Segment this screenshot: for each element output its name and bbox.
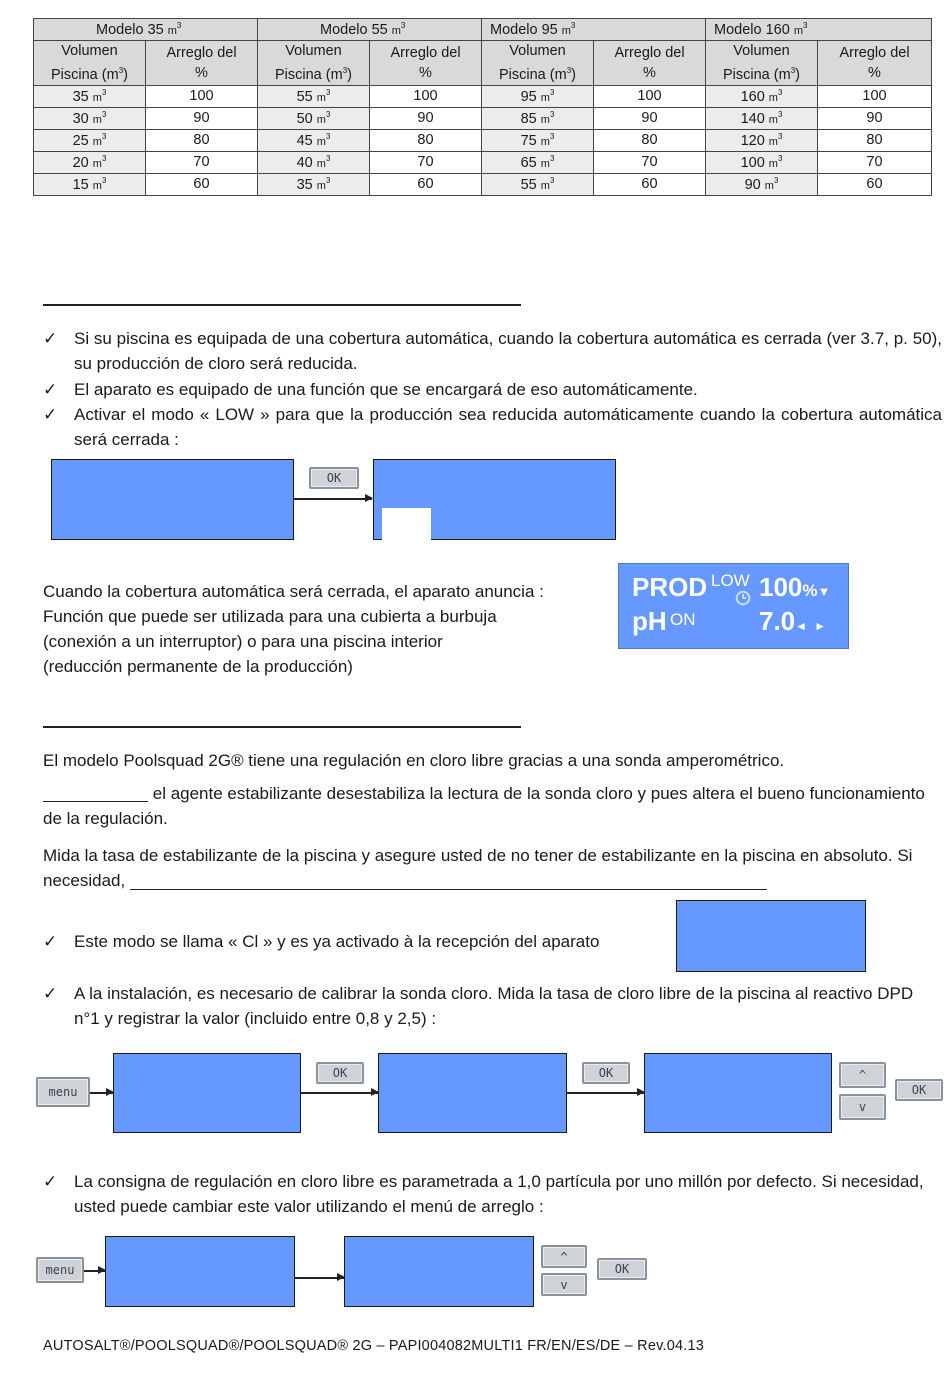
lcd-display — [618, 563, 849, 649]
cursor-block — [382, 508, 431, 540]
model-header: Modelo 95 $m^3$ — [482, 19, 706, 41]
arrow-right-icon: ► — [814, 619, 827, 633]
cell-volume: 100 $m^3$ — [706, 151, 818, 173]
cell-volume: 15 $m^3$ — [34, 173, 146, 195]
cell-volume: 140 $m^3$ — [706, 107, 818, 129]
cell-percent: 70 — [146, 151, 258, 173]
blank-line — [130, 871, 767, 890]
arrow-left-icon: ◄ — [795, 619, 808, 633]
cell-percent: 100 — [594, 85, 706, 107]
column-header-volume: Volumen Piscina $(m^3)$ — [34, 41, 146, 86]
cell-volume: 95 $m^3$ — [482, 85, 594, 107]
cell-percent: 70 — [818, 151, 932, 173]
cell-volume: 45 $m^3$ — [258, 129, 370, 151]
down-key[interactable]: v — [541, 1273, 587, 1296]
cell-percent: 80 — [594, 129, 706, 151]
cell-percent: 60 — [146, 173, 258, 195]
lcd-ph-value: 7.0◄ ► — [759, 606, 827, 636]
bullet-cl-mode: ✓ Este modo se llama « Cl » y es ya activado à la recepción del aparato — [43, 929, 683, 954]
section-title-placeholder-line — [43, 304, 521, 306]
cell-volume: 30 $m^3$ — [34, 107, 146, 129]
check-icon: ✓ — [43, 405, 58, 424]
down-key[interactable]: v — [839, 1094, 886, 1120]
cell-percent: 60 — [594, 173, 706, 195]
arrow-down-icon: ▼ — [817, 584, 831, 599]
table-row — [34, 173, 932, 195]
ok-key[interactable]: OK — [316, 1062, 364, 1084]
stabilizer-warning: el agente estabilizante desestabiliza la lectura de la sonda cloro y pues altera el bueno funcionamiento de la regulación. — [43, 784, 925, 828]
table-row — [34, 85, 932, 107]
cell-volume: 50 $m^3$ — [258, 107, 370, 129]
table-row — [34, 151, 932, 173]
cell-volume: 90 $m^3$ — [706, 173, 818, 195]
cell-percent: 60 — [370, 173, 482, 195]
ok-key[interactable]: OK — [895, 1079, 943, 1101]
ok-key[interactable]: OK — [309, 467, 359, 489]
check-icon: ✓ — [43, 984, 58, 1003]
model-header: Modelo 35 $m^3$ — [34, 19, 258, 41]
display-screen — [676, 900, 866, 972]
arrow-right-icon — [294, 498, 372, 500]
blank-line — [43, 783, 148, 802]
model-volume-table — [33, 18, 932, 196]
lcd-ph-label: pH — [632, 606, 667, 636]
bullet-activate-low: ✓ Activar el modo « LOW » para que la producción sea reducida automáticamente cuando la cobertura automática será cerrada : — [43, 402, 942, 452]
lcd-prod-value: 100%▼ — [759, 572, 831, 602]
column-header-volume: Volumen Piscina $(m^3)$ — [258, 41, 370, 86]
bullet-calibrate: ✓ A la instalación, es necesario de calibrar la sonda cloro. Mida la tasa de cloro libre de la piscina al reactivo DPD n°1 y registrar la valor (incluido entre 0,8 y 2,5) : — [43, 981, 942, 1031]
cell-volume: 85 $m^3$ — [482, 107, 594, 129]
display-screen — [378, 1053, 567, 1133]
cell-percent: 90 — [370, 107, 482, 129]
display-screen — [373, 459, 616, 540]
chlorine-intro: El modelo Poolsquad 2G® tiene una regulación en cloro libre gracias a una sonda amperométrico. — [43, 751, 785, 770]
display-screen — [105, 1236, 295, 1307]
table-column-header-row — [34, 41, 932, 86]
check-icon: ✓ — [43, 1172, 58, 1191]
arrow-right-icon — [567, 1092, 644, 1094]
cell-percent: 80 — [818, 129, 932, 151]
check-icon: ✓ — [43, 329, 58, 348]
cell-percent: 70 — [370, 151, 482, 173]
ok-key[interactable]: OK — [582, 1062, 630, 1084]
cell-percent: 100 — [370, 85, 482, 107]
cell-percent: 70 — [594, 151, 706, 173]
bullet-automatic-cover: ✓ Si su piscina es equipada de una cobertura automática, cuando la cobertura automática es cerrada (ver 3.7, p. 50), su producción de cloro será reducida. — [43, 326, 942, 376]
column-header-percent: Arreglo del % — [818, 41, 932, 86]
model-header: Modelo 160 $m^3$ — [706, 19, 932, 41]
arrow-right-icon — [301, 1092, 378, 1094]
display-screen — [644, 1053, 832, 1133]
cell-percent: 80 — [370, 129, 482, 151]
table-model-header-row — [34, 19, 932, 41]
cell-volume: 65 $m^3$ — [482, 151, 594, 173]
arrow-right-icon — [295, 1277, 344, 1279]
menu-key[interactable]: menu — [36, 1257, 84, 1283]
table-row — [34, 107, 932, 129]
table-row — [34, 129, 932, 151]
cell-volume: 55 $m^3$ — [482, 173, 594, 195]
display-screen — [51, 459, 294, 540]
clock-icon — [735, 590, 751, 606]
lcd-low-label: LOW — [711, 571, 750, 590]
column-header-percent: Arreglo del % — [370, 41, 482, 86]
arrow-right-icon — [84, 1270, 105, 1272]
up-key[interactable]: ^ — [541, 1245, 587, 1268]
cell-percent: 100 — [146, 85, 258, 107]
announce-text: Cuando la cobertura automática será cerrada, el aparato anuncia : Función que puede ser utilizada para una cubierta a burbuja (conexión a un interruptor) o para una piscina interior (reducción permanente de la producción) — [43, 582, 544, 676]
check-icon: ✓ — [43, 932, 58, 951]
section-title-placeholder-line — [43, 726, 521, 728]
up-key[interactable]: ^ — [839, 1062, 886, 1088]
model-header: Modelo 55 $m^3$ — [258, 19, 482, 41]
lcd-on-label: ON — [670, 610, 696, 629]
cell-volume: 75 $m^3$ — [482, 129, 594, 151]
cell-volume: 40 $m^3$ — [258, 151, 370, 173]
page-footer: AUTOSALT®/POOLSQUAD®/POOLSQUAD® 2G – PAPI004082MULTI1 FR/EN/ES/DE – Rev.04.13 — [43, 1338, 704, 1354]
column-header-volume: Volumen Piscina $(m^3)$ — [482, 41, 594, 86]
column-header-volume: Volumen Piscina $(m^3)$ — [706, 41, 818, 86]
cell-percent: 100 — [818, 85, 932, 107]
stabilizer-measure: Mida la tasa de estabilizante de la piscina y asegure usted de no tener de estabilizante en la piscina en absoluto. Si necesidad, — [43, 846, 913, 890]
cell-percent: 90 — [146, 107, 258, 129]
lcd-prod-label: PROD — [632, 572, 708, 602]
cell-percent: 80 — [146, 129, 258, 151]
arrow-right-icon — [90, 1092, 113, 1094]
cell-volume: 35 $m^3$ — [258, 173, 370, 195]
bullet-setpoint: ✓ La consigna de regulación en cloro libre es parametrada a 1,0 partícula por uno millón por defecto. Si necesidad, usted puede cambiar este valor utilizando el menú de arreglo : — [43, 1169, 942, 1219]
cell-volume: 20 $m^3$ — [34, 151, 146, 173]
cell-volume: 35 $m^3$ — [34, 85, 146, 107]
cell-volume: 120 $m^3$ — [706, 129, 818, 151]
cell-percent: 60 — [818, 173, 932, 195]
cell-volume: 160 $m^3$ — [706, 85, 818, 107]
cell-percent: 90 — [594, 107, 706, 129]
cell-volume: 55 $m^3$ — [258, 85, 370, 107]
display-screen — [113, 1053, 301, 1133]
table-body — [34, 85, 932, 195]
menu-key[interactable]: menu — [36, 1077, 90, 1107]
check-icon: ✓ — [43, 380, 58, 399]
ok-key[interactable]: OK — [597, 1258, 647, 1280]
cell-percent: 90 — [818, 107, 932, 129]
column-header-percent: Arreglo del % — [594, 41, 706, 86]
bullet-automatic-function: ✓ El aparato es equipado de una función que se encargará de eso automáticamente. — [43, 377, 942, 402]
display-screen — [344, 1236, 534, 1307]
column-header-percent: Arreglo del % — [146, 41, 258, 86]
cell-volume: 25 $m^3$ — [34, 129, 146, 151]
